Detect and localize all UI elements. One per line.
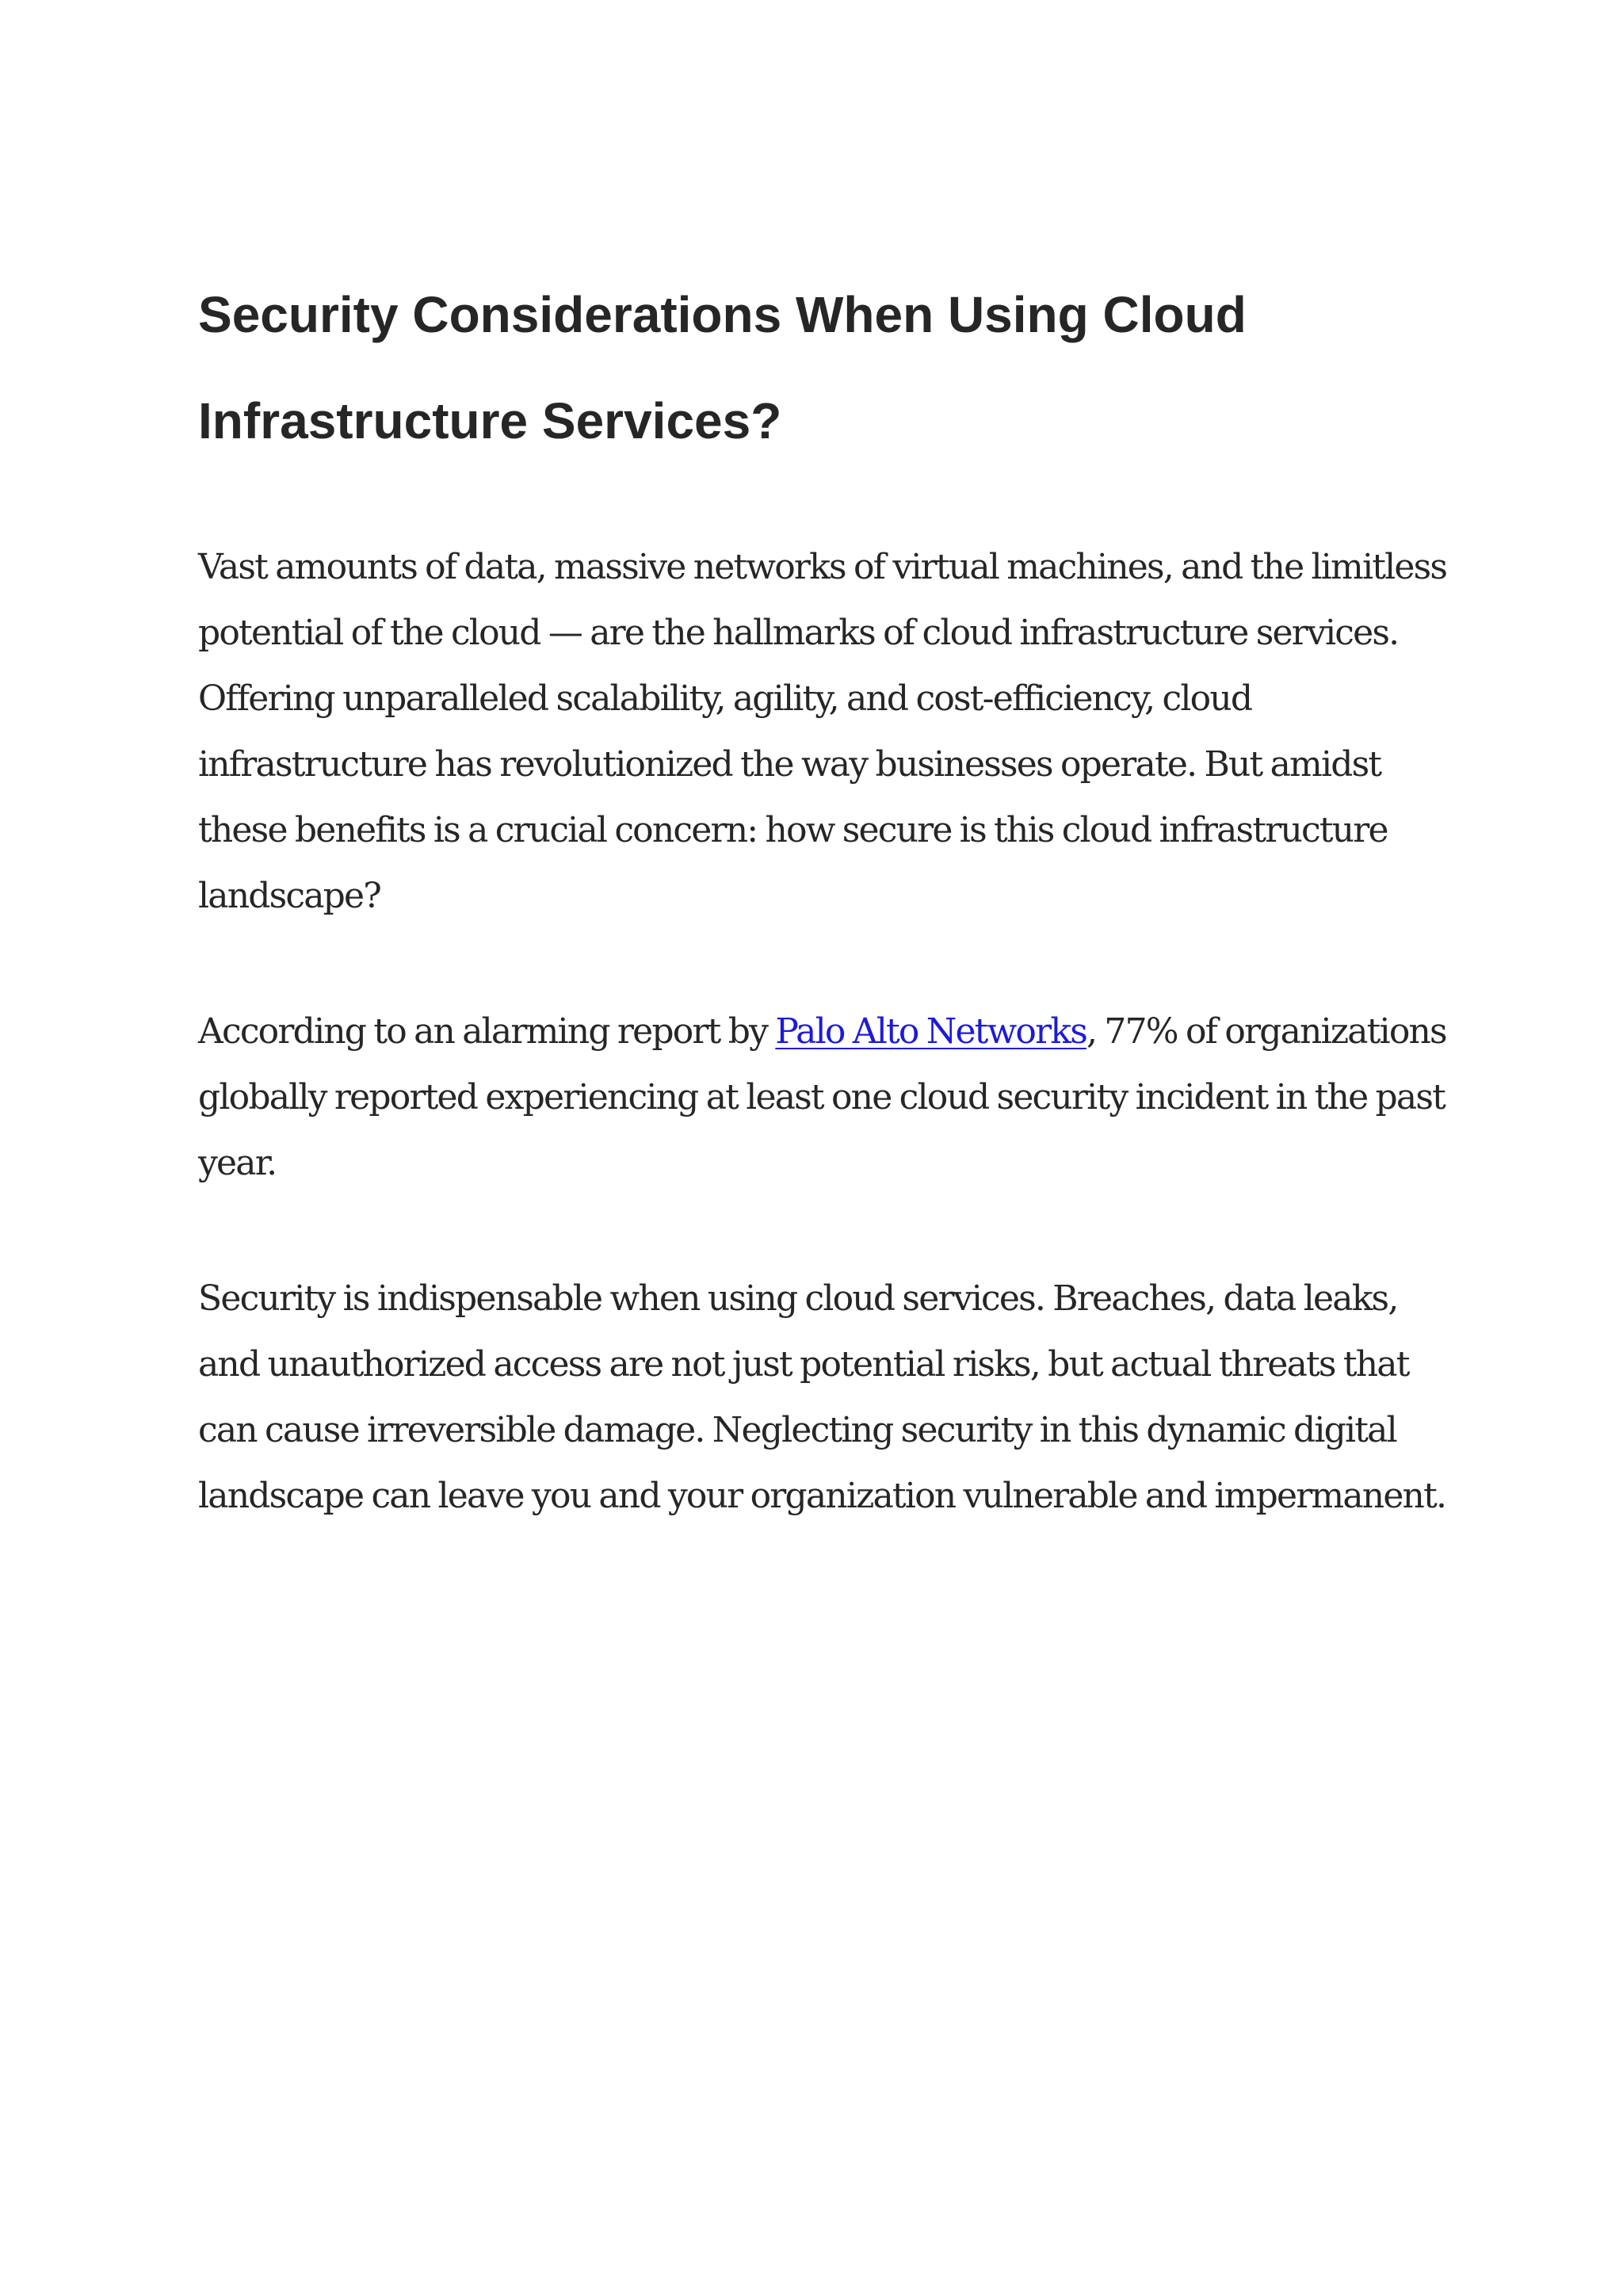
paragraph-statistic-tail: , 77% of organizations globally reported experiencing at least one cloud security incident in the past year. [198, 1011, 1446, 1183]
paragraph-statistic [198, 999, 1450, 1196]
paragraph-statistic-lead: According to an alarming report by [198, 1011, 776, 1052]
paragraph-intro: Vast amounts of data, massive networks of virtual machines, and the limitless potential of the cloud — are the hallmarks of cloud infrastructure services. Offering unparalleled scalability, agility, and cost-efficiency, cloud infrastructure has revolutionized the way businesses operate. But amidst these benefits is a crucial concern: how secure is this cloud infrastructure landscape? [198, 547, 1447, 916]
article-body [198, 262, 1450, 1529]
paragraph-security-importance: Security is indispensable when using cloud services. Breaches, data leaks, and unauthorized access are not just potential risks, but actual threats that can cause irreversible damage. Neglecting security in this dynamic digital landscape can leave you and your organization vulnerable and impermanent. [198, 1278, 1446, 1516]
page-title: Security Considerations When Using Cloud Infrastructure Services? [198, 286, 1247, 449]
palo-alto-networks-link[interactable]: Palo Alto Networks [775, 1011, 1086, 1052]
